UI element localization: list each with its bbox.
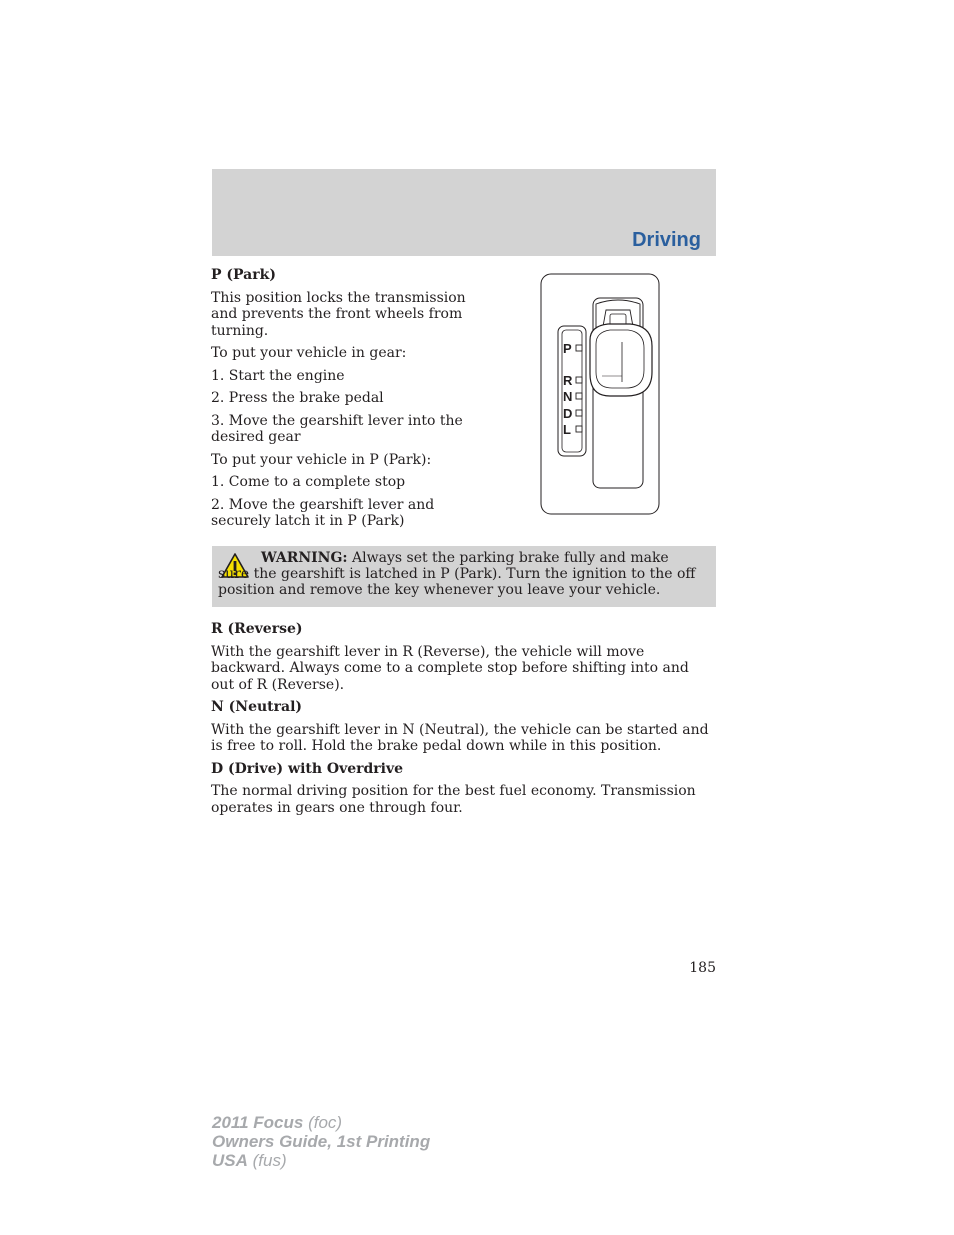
footer-line-market: [212, 1151, 430, 1170]
footer-line-model: [212, 1113, 430, 1132]
in-gear-step: 1. Start the engine: [211, 367, 345, 384]
footer-model-code: (foc): [303, 1113, 343, 1132]
gear-label-r: R: [563, 373, 573, 388]
neutral-heading: N (Neutral): [211, 699, 303, 715]
gear-label-l: L: [563, 422, 571, 437]
warning-message: Always set the parking brake fully and make sure the gearshift is latched in P (Park). Turn the ignition to the off position and remove the key whenever you leave your vehicle.: [218, 550, 696, 598]
section-header-band: [212, 169, 716, 256]
gear-label-d: D: [563, 406, 573, 421]
warning-text: [218, 550, 702, 598]
gear-label-n: N: [563, 389, 573, 404]
park-body: This position locks the transmission and prevents the front wheels from turning.: [211, 289, 466, 339]
warning-label: WARNING:: [261, 550, 348, 566]
footer-line-guide: [212, 1132, 430, 1151]
footer-market-code: (fus): [247, 1151, 287, 1170]
drive-heading: D (Drive) with Overdrive: [211, 760, 404, 777]
in-park-step: 1. Come to a complete stop: [211, 474, 406, 490]
document-footer: [212, 1113, 430, 1170]
footer-market: USA: [212, 1151, 248, 1170]
park-heading: P (Park): [211, 267, 276, 283]
park-section: [211, 267, 471, 536]
gear-descriptions: [211, 621, 716, 822]
in-park-step: 2. Move the gearshift lever and securely latch it in P (Park): [211, 496, 435, 529]
in-gear-step: 3. Move the gearshift lever into the desired gear: [211, 412, 463, 445]
reverse-body: With the gearshift lever in R (Reverse), the vehicle will move backward. Always come to a complete stop before shifting into and out of R (Reverse).: [211, 643, 689, 693]
section-title: Driving: [632, 229, 701, 251]
footer-model: 2011 Focus: [212, 1113, 304, 1132]
in-gear-intro: To put your vehicle in gear:: [211, 345, 407, 361]
reverse-heading: R (Reverse): [211, 621, 303, 637]
neutral-body: With the gearshift lever in N (Neutral), the vehicle can be started and is free to roll. Hold the brake pedal down while in this position.: [211, 721, 709, 754]
drive-body: The normal driving position for the best fuel economy. Transmission operates in gears one through four.: [211, 783, 696, 816]
page-number: 185: [689, 960, 716, 976]
gearshift-diagram: [538, 272, 662, 516]
in-park-intro: To put your vehicle in P (Park):: [211, 451, 432, 468]
warning-box: [212, 546, 716, 607]
in-gear-step: 2. Press the brake pedal: [211, 390, 384, 406]
gear-label-p: P: [563, 341, 572, 356]
footer-guide: Owners Guide, 1st Printing: [212, 1132, 431, 1151]
